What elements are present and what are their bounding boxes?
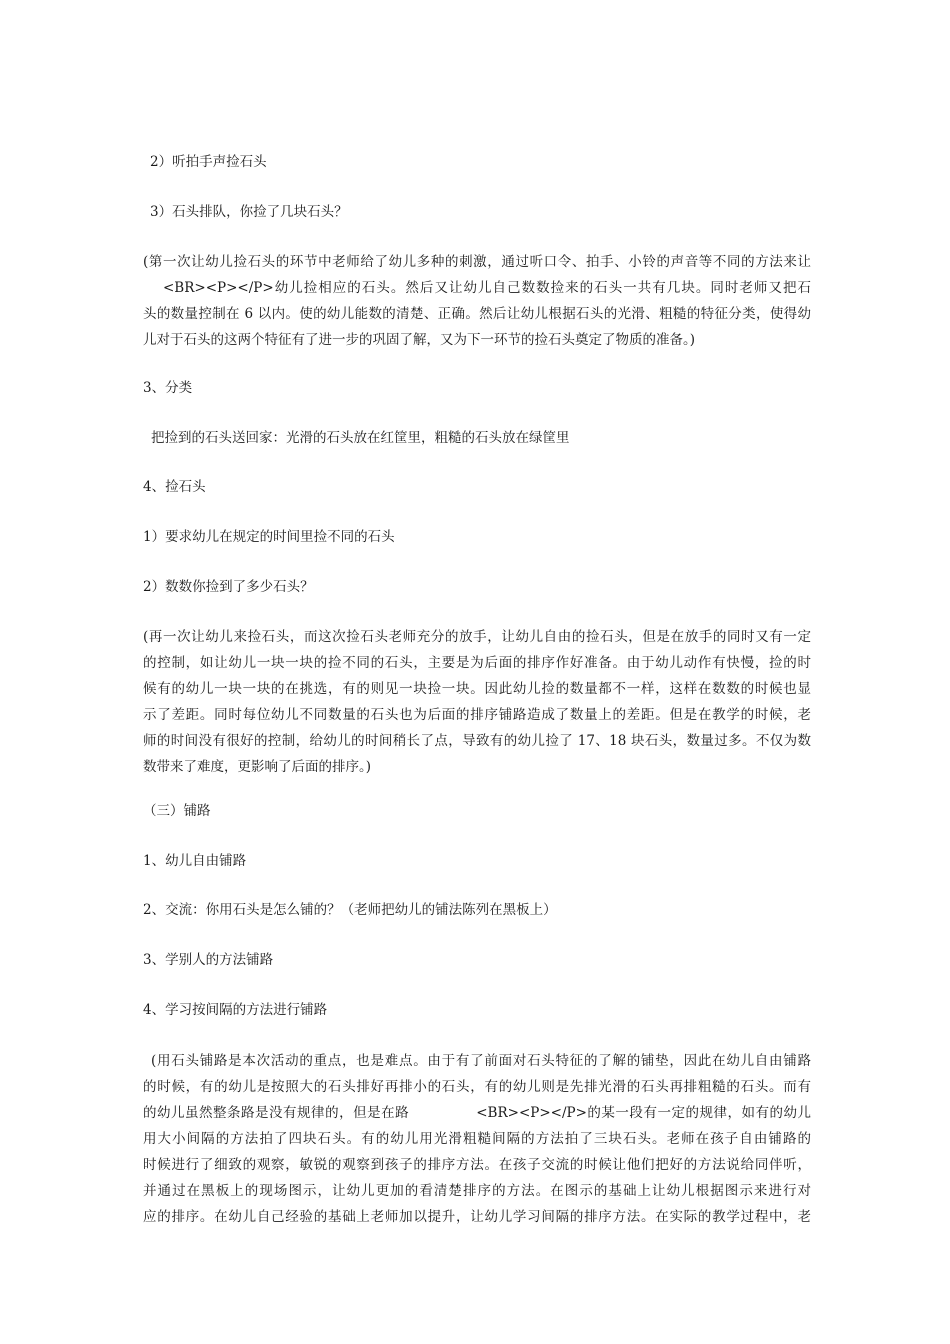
step-count-stones: 2）数数你捡到了多少石头？ (143, 579, 314, 595)
commentary-paragraph-3 (143, 1048, 811, 1230)
paragraph-line: 头的数量控制在 6 以内。使的幼儿能数的清楚、正确。然后让幼儿根据石头的光滑、粗糙的特征分类，使得幼 (143, 306, 811, 322)
classify-instruction: 把捡到的石头送回家：光滑的石头放在红筐里，粗糙的石头放在绿筐里 (151, 430, 570, 446)
step-stones-queue: 3）石头排队，你捡了几块石头？ (150, 204, 348, 220)
paragraph-line: 应的排序。在幼儿自己经验的基础上老师加以提升，让幼儿学习间隔的排序方法。在实际的教学过程中，老 (143, 1209, 811, 1225)
paragraph-line: (再一次让幼儿来捡石头，而这次捡石头老师充分的放手，让幼儿自由的捡石头，但是在放手的同时又有一定 (143, 629, 811, 645)
commentary-paragraph-1 (143, 249, 811, 353)
paving-step-3: 3、学别人的方法铺路 (143, 952, 274, 968)
section-heading-paving: （三）铺路 (143, 803, 211, 819)
paragraph-line: (第一次让幼儿捡石头的环节中老师给了幼儿多种的刺激，通过听口令、拍手、小铃的声音等不同的方法来让 (143, 254, 811, 270)
paragraph-line: 用大小间隔的方法拍了四块石头。有的幼儿用光滑粗糙间隔的方法拍了三块石头。老师在孩子自由铺路的 (143, 1131, 811, 1147)
paragraph-line: 数带来了难度，更影响了后面的排序。) (143, 759, 372, 775)
paragraph-line: 时候进行了细致的观察，敏锐的观察到孩子的排序方法。在孩子交流的时候让他们把好的方法说给同伴听， (143, 1157, 811, 1173)
paragraph-line: 儿对于石头的这两个特征有了进一步的巩固了解，又为下一环节的捡石头奠定了物质的准备。) (143, 332, 696, 348)
section-heading-pick-stones: 4、捡石头 (143, 479, 206, 495)
paragraph-line: 的时候，有的幼儿是按照大的石头排好再排小的石头，有的幼儿则是先排光滑的石头再排粗糙的石头。而有 (143, 1079, 811, 1095)
paragraph-line: (用石头铺路是本次活动的重点，也是难点。由于有了前面对石头特征的了解的铺垫，因此在幼儿自由铺路 (151, 1053, 811, 1069)
paragraph-line: 并通过在黑板上的现场图示，让幼儿更加的看清楚排序的方法。在图示的基础上让幼儿根据图示来进行对 (143, 1183, 811, 1199)
commentary-paragraph-2 (143, 624, 811, 780)
paving-step-2: 2、交流：你用石头是怎么铺的？（老师把幼儿的铺法陈列在黑板上） (143, 902, 557, 918)
paragraph-line: 候有的幼儿一块一块的在挑选，有的则见一块捡一块。因此幼儿捡的数量都不一样，这样在数数的时候也显 (143, 681, 811, 697)
paragraph-line: <BR><P></P>幼儿捡相应的石头。然后又让幼儿自己数数捡来的石头一共有几块。同时老师又把石 (163, 280, 811, 296)
paragraph-line: 示了差距。同时每位幼儿不同数量的石头也为后面的排序铺路造成了数量上的差距。但是在教学的时候，老 (143, 707, 811, 723)
paving-step-1: 1、幼儿自由铺路 (143, 853, 247, 869)
paragraph-line: 的幼儿虽然整条路是没有规律的，但是在路 <BR><P></P>的某一段有一定的规律，如有的幼儿 (143, 1105, 811, 1121)
step-pick-in-time: 1）要求幼儿在规定的时间里捡不同的石头 (143, 529, 395, 545)
paragraph-line: 的控制，如让幼儿一块一块的捡不同的石头，主要是为后面的排序作好准备。由于幼儿动作有快慢，捡的时 (143, 655, 811, 671)
paving-step-4: 4、学习按间隔的方法进行铺路 (143, 1002, 328, 1018)
paragraph-line: 师的时间没有很好的控制，给幼儿的时间稍长了点，导致有的幼儿捡了 17、18 块石头，数量过多。不仅为数 (143, 733, 811, 749)
step-listen-clap: 2）听拍手声捡石头 (150, 154, 267, 170)
section-heading-classify: 3、分类 (143, 380, 193, 396)
